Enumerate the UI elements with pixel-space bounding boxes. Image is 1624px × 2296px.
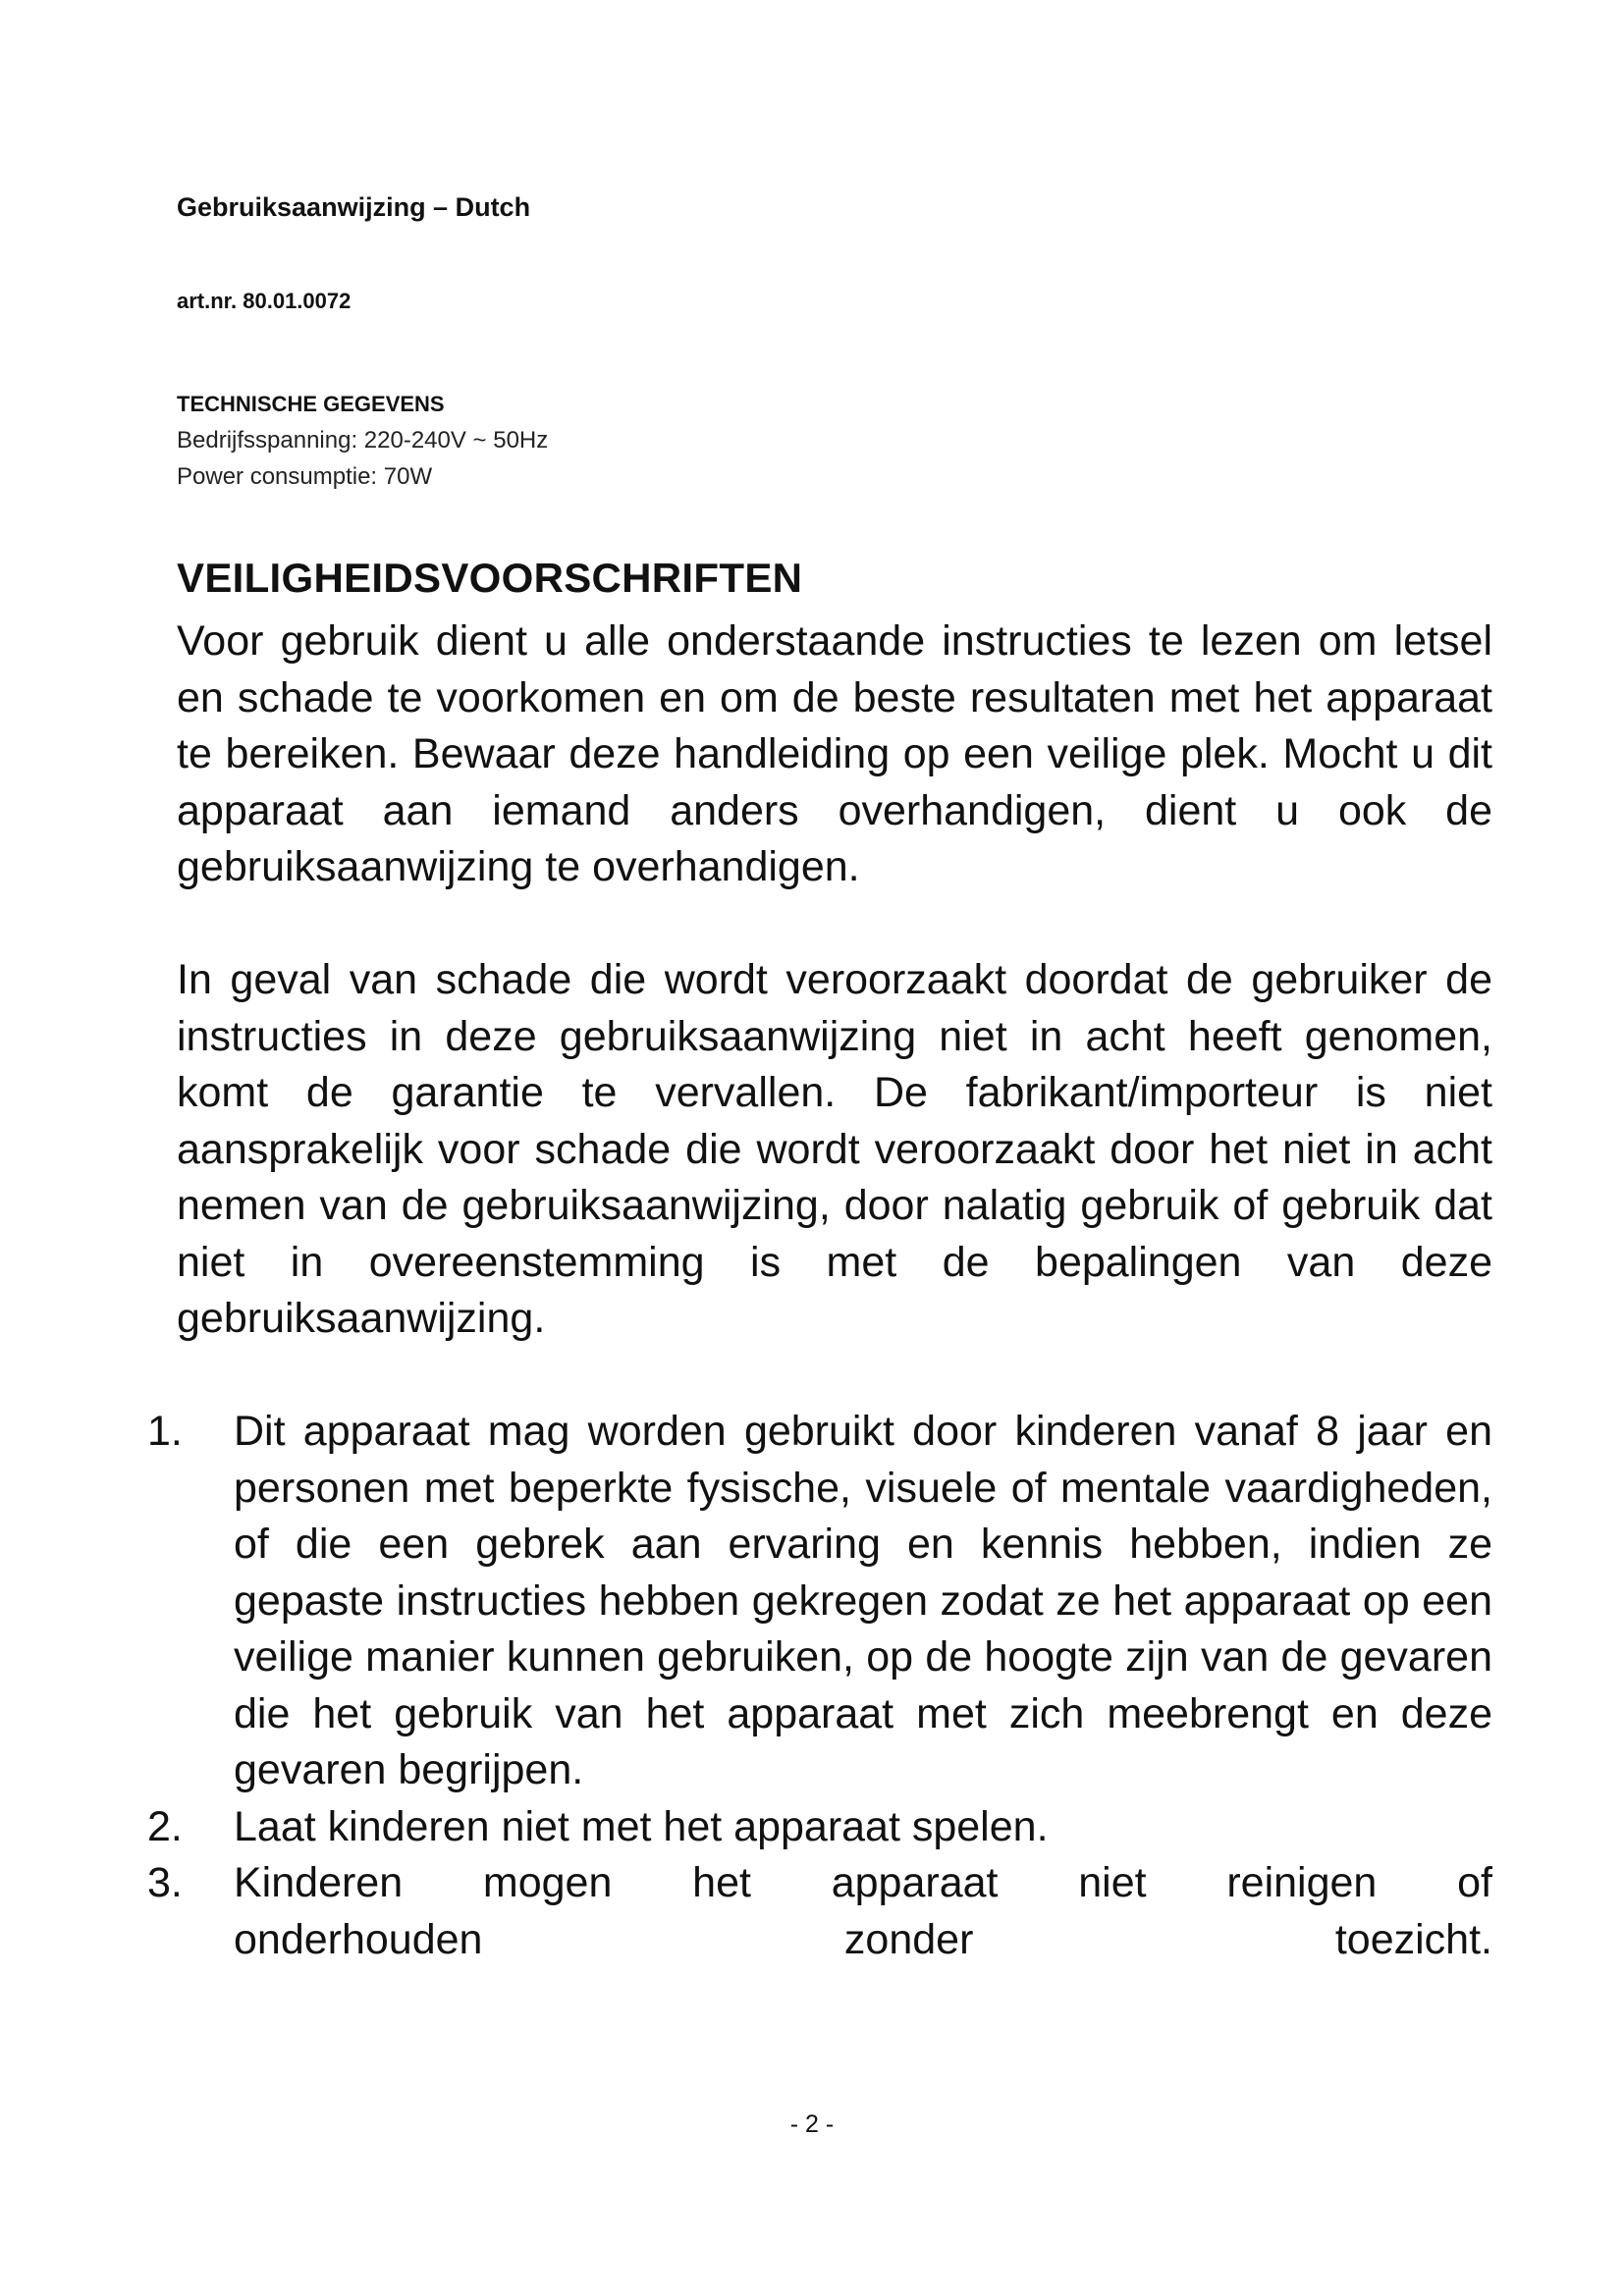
- list-item-number: 2.: [147, 1802, 183, 1850]
- list-item-text: Laat kinderen niet met het apparaat spelen.: [234, 1802, 1049, 1850]
- article-number: art.nr. 80.01.0072: [177, 289, 352, 313]
- safety-rules-list: [147, 1404, 1492, 1968]
- power-consumption: Power consumptie: 70W: [177, 463, 433, 490]
- safety-intro-paragraph: Voor gebruik dient u alle onderstaande instructies te lezen om letsel en schade te voorkomen en om de beste resultaten met het apparaat te bereiken. Bewaar deze handleiding op een veilige plek. Mocht u dit apparaat aan iemand anders overhandigen, dient u ook de gebruiksaanwijzing te overhandigen.: [177, 617, 1492, 890]
- warranty-paragraph: In geval van schade die wordt veroorzaakt doordat de gebruiker de instructies in deze gebruiksaanwijzing niet in acht heeft genomen, komt de garantie te vervallen. De fabrikant/importeur is niet aansprakelijk voor schade die wordt veroorzaakt door het niet in acht nemen van de gebruiksaanwijzing, door nalatig gebruik of gebruik dat niet in overeenstemming is met de bepalingen van deze gebruiksaanwijzing.: [177, 956, 1492, 1342]
- technical-data-section: [177, 386, 548, 495]
- list-item-number: 3.: [147, 1859, 183, 1906]
- list-item-text-continued: onderhouden zonder toezicht.: [234, 1915, 1492, 1963]
- page-number: - 2 -: [789, 2110, 835, 2138]
- list-item: [147, 1799, 1492, 1856]
- list-item: [147, 1404, 1492, 1799]
- list-item-text: Dit apparaat mag worden gebruikt door kinderen vanaf 8 jaar en personen met beperkte fysische, visuele of mentale vaardigheden, of die een gebrek aan ervaring en kennis hebben, indien ze gepaste instructies hebben gekregen zodat ze het apparaat op een veilige manier kunnen gebruiken, op de hoogte zijn van de gevaren die het gebruik van het apparaat met zich meebrengt en deze gevaren begrijpen.: [234, 1408, 1492, 1793]
- safety-heading: VEILIGHEIDSVOORSCHRIFTEN: [177, 555, 803, 601]
- list-item: [147, 1855, 1492, 1968]
- technical-data-heading: TECHNISCHE GEGEVENS: [177, 392, 445, 416]
- list-item-number: 1.: [147, 1408, 183, 1455]
- operating-voltage: Bedrijfsspanning: 220-240V ~ 50Hz: [177, 427, 549, 454]
- list-item-text: Kinderen mogen het apparaat niet reinigen of: [234, 1859, 1492, 1906]
- document-title: Gebruiksaanwijzing – Dutch: [177, 192, 531, 222]
